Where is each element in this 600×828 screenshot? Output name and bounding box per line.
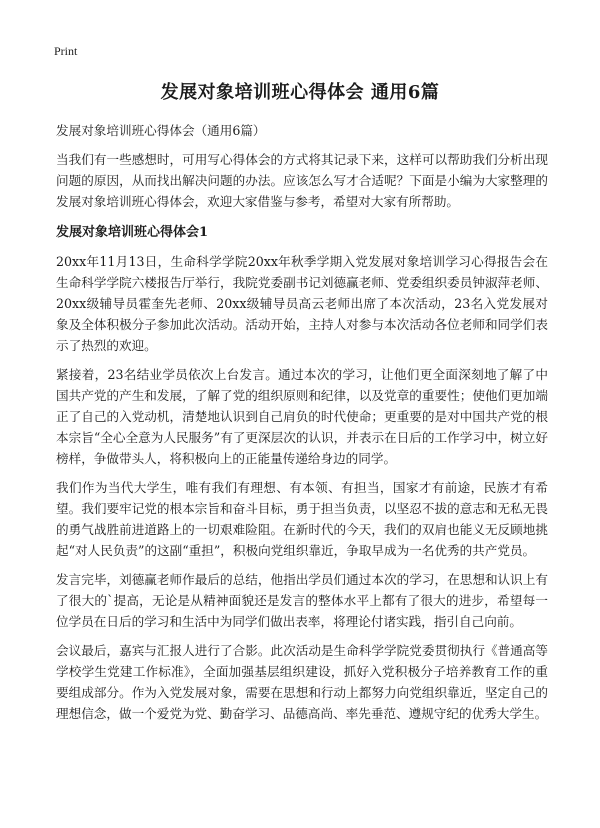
document-subtitle: 发展对象培训班心得体会（通用6篇） xyxy=(56,123,266,138)
body-paragraph-1: 20xx年11月13日，生命科学学院20xx年秋季学期入党发展对象培训学习心得报告会在生命科学学院六楼报告厅举行，我院党委副书记刘德赢老师、党委组织委员钟淑萍老师、20xx级辅导员霍奎先老师、20xx级辅导员高云老师出席了本次活动，23名入党发展对象及全体积极分子参加此次活动。活动开始，主持人对参与本次活动各位老师和同学们表示了热烈的欢迎。 xyxy=(56,254,548,353)
body-paragraph-5: 会议最后，嘉宾与汇报人进行了合影。此次活动是生命科学学院党委贯彻执行《普通高等学校学生党建工作标准》，全面加强基层组织建设，抓好入党积极分子培养教育工作的重要组成部分。作为入党发展对象，需要在思想和行动上都努力向党组织靠近，坚定自己的理想信念，做一个爱党为党、勤奋学习、品德高尚、率先垂范、遵规守纪的优秀大学生。 xyxy=(56,643,548,721)
body-paragraph-3: 我们作为当代大学生，唯有我们有理想、有本领、有担当，国家才有前途，民族才有希望。我们要牢记党的根本宗旨和奋斗目标，勇于担当负责，以坚忍不拔的意志和无私无畏的勇气战胜前进道路上的一切艰难险阻。在新时代的今天，我们的双肩也能义无反顾地挑起“对人民负责”的这副“重担”，积极向党组织靠近，争取早成为一名优秀的共产党员。 xyxy=(56,480,548,558)
section-heading: 发展对象培训班心得体会1 xyxy=(56,225,209,240)
body-paragraph-2: 紧接着，23名结业学员依次上台发言。通过本次的学习，让他们更全面深刻地了解了中国共产党的产生和发展，了解了党的组织原则和纪律，以及党章的重要性；使他们更加端正了自己的入党动机，清楚地认识到自己肩负的时代使命；更重要的是对中国共产党的根本宗旨“全心全意为人民服务”有了更深层次的认识，并表示在日后的工作学习中，树立好榜样，争做带头人，将积极向上的正能量传递给身边的同学。 xyxy=(56,367,548,466)
print-label: Print xyxy=(54,44,78,58)
document-title: 发展对象培训班心得体会 通用6篇 xyxy=(160,82,440,103)
document-body xyxy=(56,120,548,732)
body-paragraph-4: 发言完毕，刘德赢老师作最后的总结，他指出学员们通过本次的学习，在思想和认识上有了很大的`提高，无论是从精神面貌还是发言的整体水平上都有了很大的进步，希望每一位学员在日后的学习和生活中为同学们做出表率，将理论付诸实践，指引自己向前。 xyxy=(56,572,548,629)
intro-paragraph: 当我们有一些感想时，可用写心得体会的方式将其记录下来，这样可以帮助我们分析出现问题的原因，从而找出解决问题的办法。应该怎么写才合适呢？下面是小编为大家整理的发展对象培训班心得体会，欢迎大家借鉴与参考，希望对大家有所帮助。 xyxy=(56,152,548,209)
